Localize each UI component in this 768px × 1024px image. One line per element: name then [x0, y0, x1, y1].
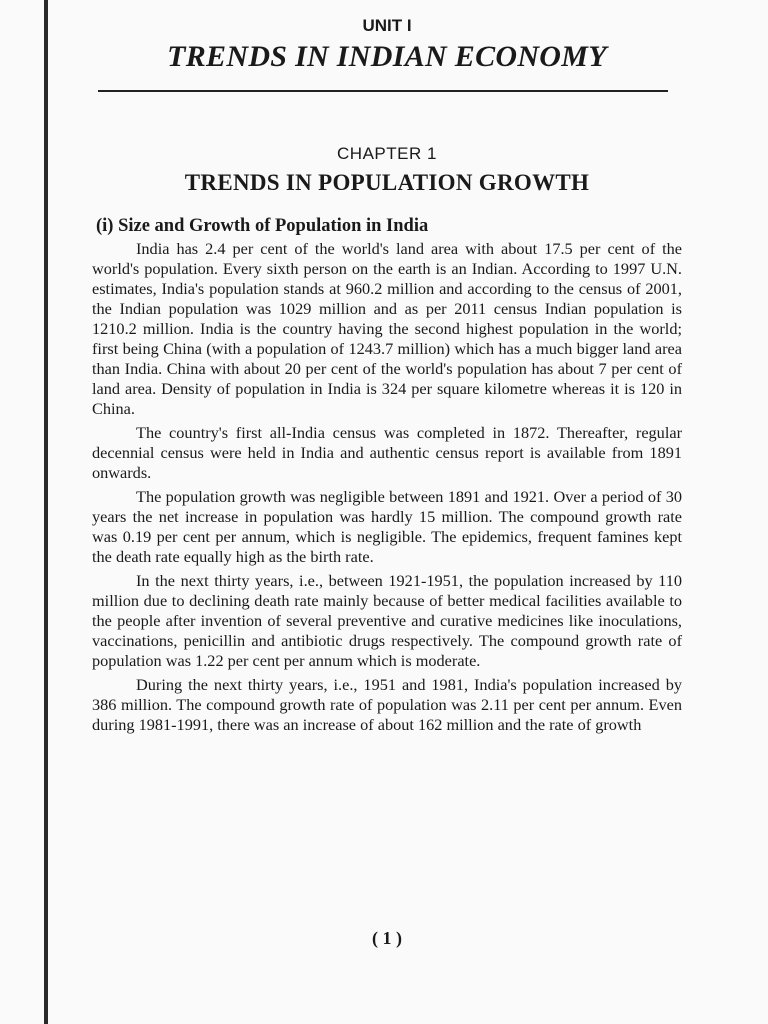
title-divider [98, 90, 668, 92]
paragraph-1921-1951: In the next thirty years, i.e., between 1921-1951, the population increased by 110 million due to declining death rate mainly because of better medical facilities available to the people after invention of several preventive and curative medicines like inoculations, vaccinations, penicillin and antibiotic drugs respectively. The compound growth rate of population was 1.22 per cent per annum which is moderate. [92, 571, 682, 670]
paragraph-1891-1921: The population growth was negligible between 1891 and 1921. Over a period of 30 years the net increase in population was hardly 15 million. The compound growth rate was 0.19 per cent per annum, which is negligible. The epidemics, frequent famines kept the death rate equally high as the birth rate. [92, 487, 682, 566]
book-page [92, 12, 682, 948]
page-number: ( 1 ) [372, 928, 402, 948]
paragraph-1951-1981: During the next thirty years, i.e., 1951 and 1981, India's population increased by 386 million. The compound growth rate of population was 2.11 per cent per annum. Even during 1981-1991, there was an increase of about 162 million and the rate of growth [92, 675, 682, 734]
section-heading: (i) Size and Growth of Population in India [96, 216, 429, 236]
paragraph-land-area: India has 2.4 per cent of the world's land area with about 17.5 per cent of the world's population. Every sixth person on the earth is an Indian. According to 1997 U.N. estimates, India's population stands at 960.2 million and according to the census of 2001, the Indian population was 1029 million and as per 2011 census Indian population is 1210.2 million. India is the country having the second highest population in the world; first being China (with a population of 1243.7 million) which has a much bigger land area than India. China with about 20 per cent of the world's population has about 7 per cent of land area. Density of population in India is 324 per square kilometre whereas it is 120 in China. [92, 239, 682, 418]
unit-label: UNIT I [362, 16, 412, 35]
page-binding-edge [44, 0, 48, 1024]
chapter-label: CHAPTER 1 [337, 144, 437, 163]
unit-title: TRENDS IN INDIAN ECONOMY [167, 40, 607, 73]
chapter-title: TRENDS IN POPULATION GROWTH [184, 170, 590, 195]
paragraph-first-census: The country's first all-India census was completed in 1872. Thereafter, regular decennial census were held in India and authentic census report is available from 1891 onwards. [92, 423, 682, 482]
